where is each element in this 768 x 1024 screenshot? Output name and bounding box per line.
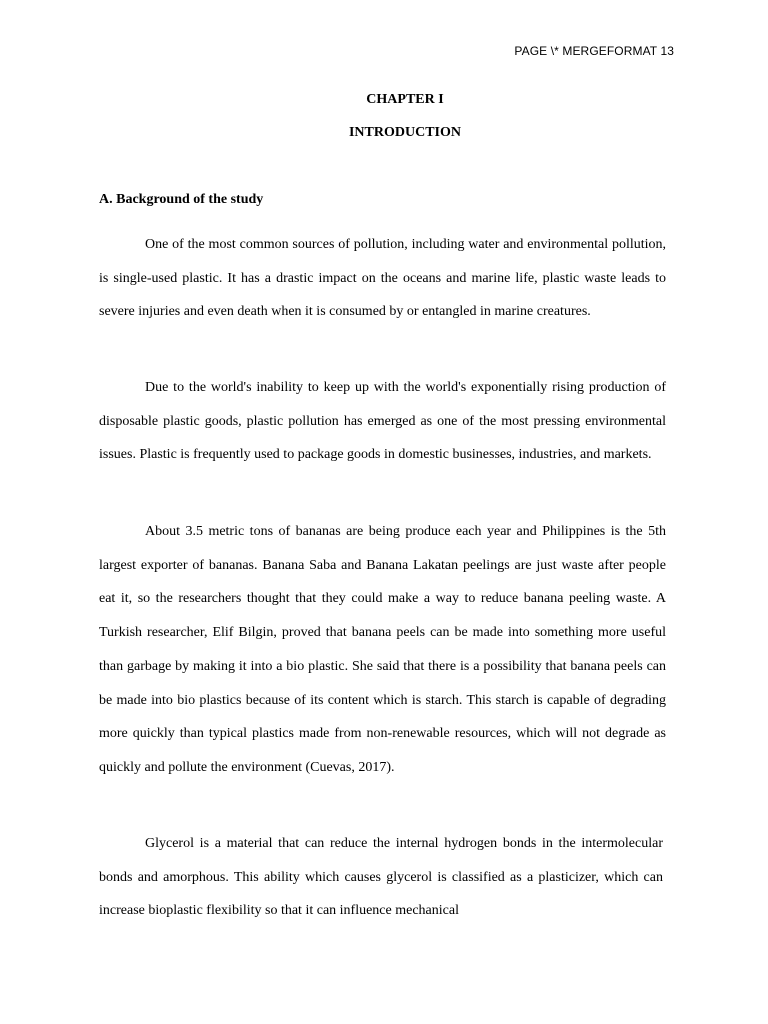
paragraph-pollution: One of the most common sources of pollution, including water and environmental pollution, is single-used plastic. It has a drastic impact on the oceans and marine life, plastic waste leads to severe injuries and even death when it is consumed by or entangled in marine creatures. [99,237,666,320]
section-heading: A. Background of the study [99,192,264,207]
paragraph-glycerol: Glycerol is a material that can reduce the internal hydrogen bonds in the intermolecular bonds and amorphous. This ability which causes glycerol is classified as a plasticizer, which can increase bioplastic flexibility so that it can influence mechanical [99,836,663,919]
chapter-heading: INTRODUCTION [348,125,461,140]
paragraph-plastic-production: Due to the world's inability to keep up with the world's exponentially rising production of disposable plastic goods, plastic pollution has emerged as one of the most pressing environmental issues. Plastic is frequently used to package goods in domestic businesses, industries, and markets. [99,380,666,463]
chapter-title: CHAPTER I [366,92,444,107]
paragraph-banana-peels: About 3.5 metric tons of bananas are being produce each year and Philippines is the 5th largest exporter of bananas. Banana Saba and Banana Lakatan peelings are just waste after people eat it, so the researchers thought that they could make a way to reduce banana peeling waste. A Turkish researcher, Elif Bilgin, proved that banana peels can be made into something more useful than garbage by making it into a bio plastic. She said that there is a possibility that banana peels can be made into bio plastics because of its content which is starch. This starch is capable of degrading more quickly than typical plastics made from non-renewable resources, which will not degrade as quickly and pollute the environment (Cuevas, 2017). [99,524,666,775]
page-header-field: PAGE \* MERGEFORMAT 13 [514,44,674,58]
